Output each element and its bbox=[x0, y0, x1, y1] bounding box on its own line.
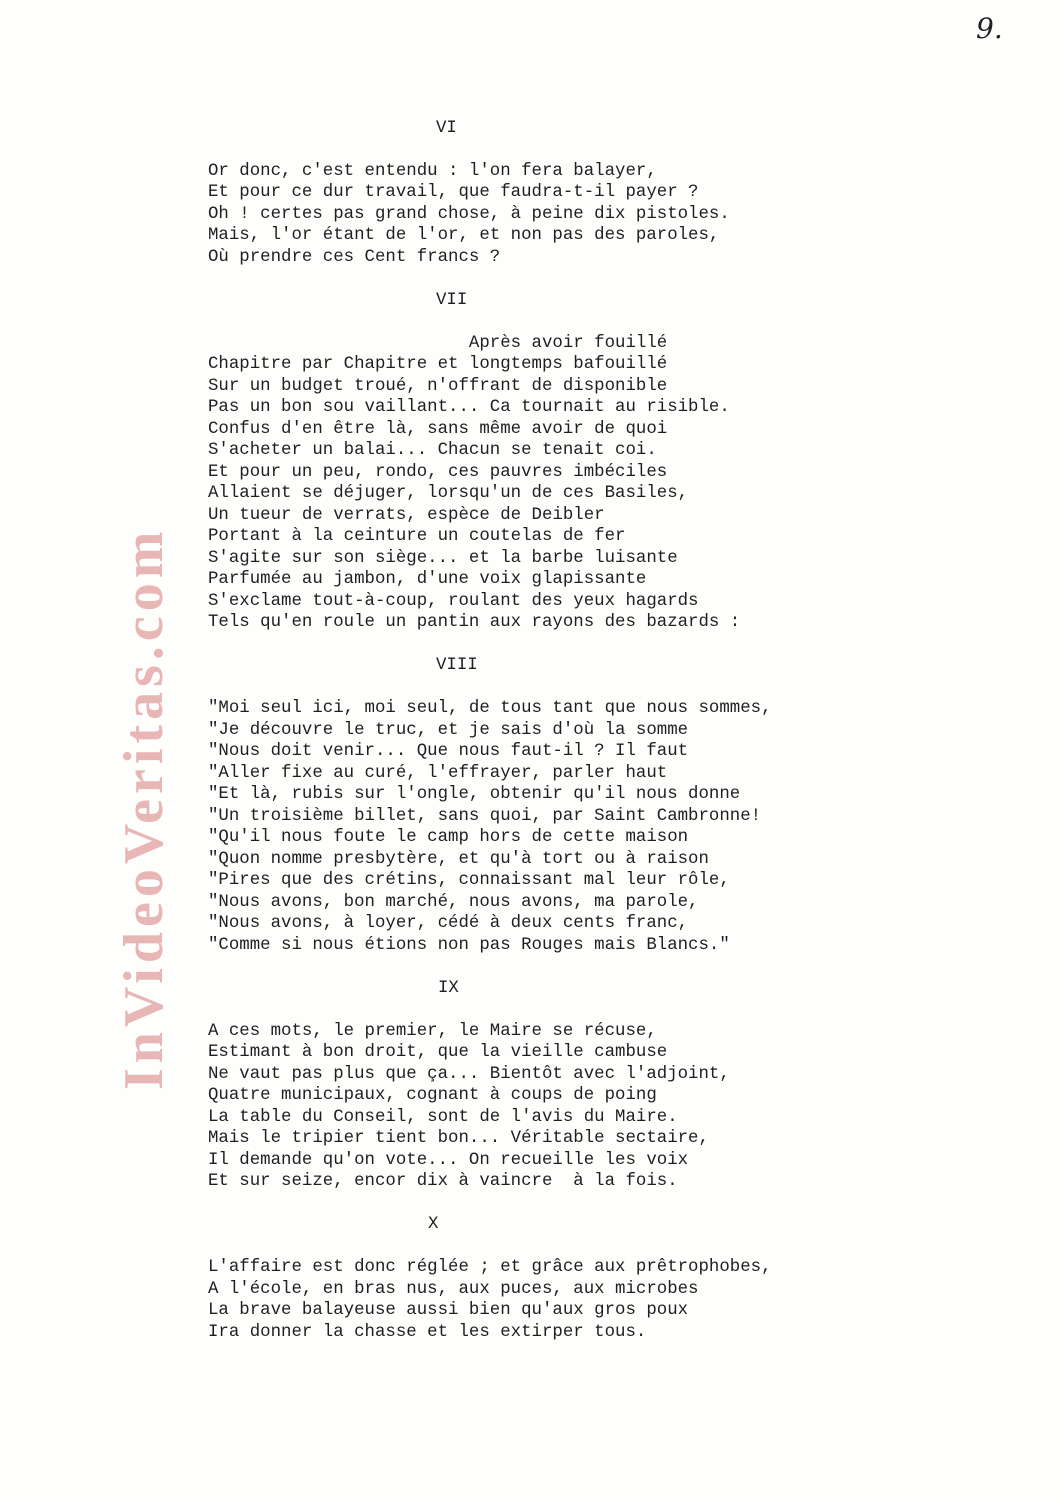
verse-line: "Nous doit venir... Que nous faut-il ? Il faut bbox=[208, 742, 689, 762]
verse-line: "Qu'il nous foute le camp hors de cette maison bbox=[208, 828, 689, 848]
verse-line: "Pires que des crétins, connaissant mal leur rôle, bbox=[208, 871, 730, 891]
stanza bbox=[208, 1214, 828, 1343]
verse-line: "Moi seul ici, moi seul, de tous tant que nous sommes, bbox=[208, 699, 772, 719]
verse-line: "Quon nomme presbytère, et qu'à tort ou à raison bbox=[208, 849, 709, 869]
verse-line: Mais le tripier tient bon... Véritable sectaire, bbox=[208, 1129, 709, 1149]
stanza-number: IX bbox=[438, 978, 459, 998]
verse-line: Quatre municipaux, cognant à coups de poing bbox=[208, 1086, 657, 1106]
verse-line: Ira donner la chasse et les extirper tous. bbox=[208, 1322, 647, 1342]
verse-line: Pas un bon sou vaillant... Ca tournait au risible. bbox=[208, 398, 730, 418]
verse-line: L'affaire est donc réglée ; et grâce aux prêtrophobes, bbox=[208, 1258, 772, 1278]
verse-line: "Je découvre le truc, et je sais d'où la somme bbox=[208, 720, 689, 740]
verse-line: Sur un budget troué, n'offrant de disponible bbox=[208, 376, 668, 396]
verse-line: La table du Conseil, sont de l'avis du Maire. bbox=[208, 1107, 678, 1127]
verse-line: Un tueur de verrats, espèce de Deibler bbox=[208, 505, 605, 525]
verse-line: Parfumée au jambon, d'une voix glapissante bbox=[208, 570, 647, 590]
verse-line: Estimant à bon droit, que la vieille cambuse bbox=[208, 1043, 668, 1063]
poem bbox=[208, 118, 828, 1343]
verse-line: S'acheter un balai... Chacun se tenait coi. bbox=[208, 441, 657, 461]
stanza bbox=[208, 118, 828, 290]
watermark: InVideoVeritas.com bbox=[113, 526, 175, 1090]
stanza bbox=[208, 655, 828, 977]
verse-line: S'agite sur son siège... et la barbe luisante bbox=[208, 548, 678, 568]
verse-line: Et pour ce dur travail, que faudra-t-il payer ? bbox=[208, 183, 699, 203]
verse-line: Portant à la ceinture un coutelas de fer bbox=[208, 527, 626, 547]
verse-line: A l'école, en bras nus, aux puces, aux microbes bbox=[208, 1279, 699, 1299]
verse-line: "Nous avons, bon marché, nous avons, ma parole, bbox=[208, 892, 699, 912]
verse-line: "Aller fixe au curé, l'effrayer, parler haut bbox=[208, 763, 668, 783]
verse-line: Tels qu'en roule un pantin aux rayons des bazards : bbox=[208, 613, 741, 633]
verse-line: Confus d'en être là, sans même avoir de quoi bbox=[208, 419, 668, 439]
verse-line: Où prendre ces Cent francs ? bbox=[208, 247, 501, 267]
stanza-gap bbox=[208, 268, 828, 290]
verse-line: S'exclame tout-à-coup, roulant des yeux hagards bbox=[208, 591, 699, 611]
verse-line: "Et là, rubis sur l'ongle, obtenir qu'il nous donne bbox=[208, 785, 741, 805]
verse-line: Et sur seize, encor dix à vaincre à la fois. bbox=[208, 1172, 678, 1192]
verse-line: La brave balayeuse aussi bien qu'aux gros poux bbox=[208, 1301, 689, 1321]
verse-line: Or donc, c'est entendu : l'on fera balayer, bbox=[208, 161, 657, 181]
stanza bbox=[208, 978, 828, 1214]
verse-line: Chapitre par Chapitre et longtemps bafouillé bbox=[208, 355, 668, 375]
stanza-number: X bbox=[428, 1215, 439, 1235]
verse-line: A ces mots, le premier, le Maire se récuse, bbox=[208, 1021, 657, 1041]
stanza-gap bbox=[208, 956, 828, 978]
stanza-gap bbox=[208, 1193, 828, 1215]
verse-line: "Nous avons, à loyer, cédé à deux cents franc, bbox=[208, 914, 689, 934]
verse-line: "Comme si nous étions non pas Rouges mais Blancs." bbox=[208, 935, 730, 955]
verse-line: Après avoir fouillé bbox=[208, 333, 668, 353]
verse-line: "Un troisième billet, sans quoi, par Saint Cambronne! bbox=[208, 806, 762, 826]
stanza-number: VII bbox=[436, 290, 468, 310]
verse-line: Et pour un peu, rondo, ces pauvres imbéciles bbox=[208, 462, 668, 482]
verse-line: Allaient se déjuger, lorsqu'un de ces Basiles, bbox=[208, 484, 689, 504]
verse-line: Il demande qu'on vote... On recueille les voix bbox=[208, 1150, 689, 1170]
stanza-gap bbox=[208, 634, 828, 656]
verse-line: Oh ! certes pas grand chose, à peine dix pistoles. bbox=[208, 204, 730, 224]
page-number: 9. bbox=[976, 12, 1003, 45]
verse-line: Mais, l'or étant de l'or, et non pas des paroles, bbox=[208, 226, 720, 246]
stanza-number: VI bbox=[436, 119, 457, 138]
stanza bbox=[208, 290, 828, 655]
stanza-number: VIII bbox=[436, 656, 478, 676]
verse-line: Ne vaut pas plus que ça... Bientôt avec l'adjoint, bbox=[208, 1064, 730, 1084]
